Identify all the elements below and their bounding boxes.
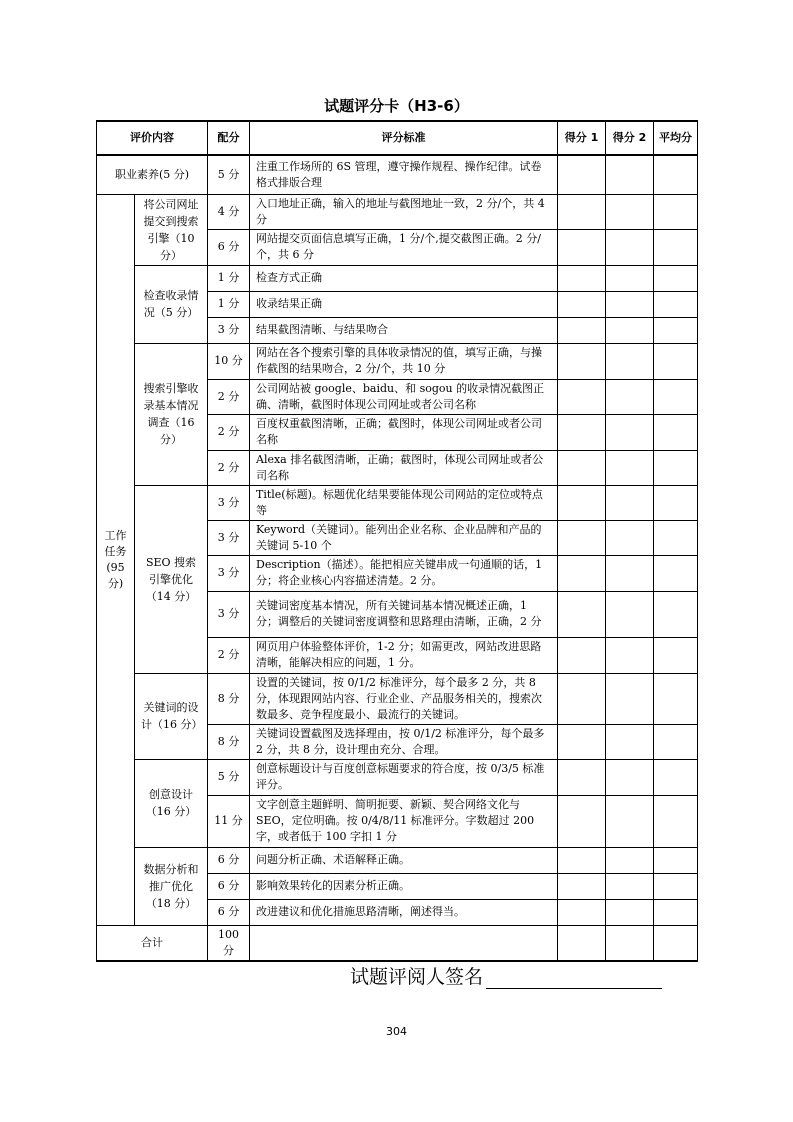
points-cell: 3 分 (208, 520, 250, 555)
total-label: 合计 (97, 925, 208, 961)
score1-cell[interactable] (558, 343, 606, 379)
criteria-row (97, 847, 698, 873)
criteria-row (97, 759, 698, 795)
criteria-cell: 关键词密度基本情况，所有关键词基本情况概述正确，1 分；调整后的关键词密度调整和思路理由清晰，正确，2 分 (250, 591, 558, 637)
score2-cell[interactable] (606, 485, 654, 520)
criteria-cell: 文字创意主题鲜明、简明扼要、新颖、契合网络文化与 SEO，定位明确。按 0/4/8/11 标准评分。字数超过 200 字，或者低于 100 字扣 1 分 (250, 795, 558, 847)
score1-cell[interactable] (558, 414, 606, 450)
score1-cell[interactable] (558, 194, 606, 230)
points-cell: 2 分 (208, 450, 250, 485)
signature-area (350, 962, 662, 989)
points-cell: 3 分 (208, 317, 250, 343)
points-cell: 6 分 (208, 847, 250, 873)
average-cell[interactable] (654, 317, 698, 343)
header-score1: 得分 1 (558, 121, 606, 155)
points-cell: 1 分 (208, 291, 250, 317)
points-cell: 3 分 (208, 591, 250, 637)
criteria-cell: 问题分析正确、术语解释正确。 (250, 847, 558, 873)
score2-cell[interactable] (606, 194, 654, 230)
average-cell[interactable] (654, 873, 698, 899)
average-cell[interactable] (654, 520, 698, 555)
criteria-cell: 创意标题设计与百度创意标题要求的符合度，按 0/3/5 标准评分。 (250, 759, 558, 795)
criteria-cell: 影响效果转化的因素分析正确。 (250, 873, 558, 899)
points-cell: 6 分 (208, 899, 250, 925)
header-points: 配分 (208, 121, 250, 155)
average-cell[interactable] (654, 485, 698, 520)
score2-cell[interactable] (606, 230, 654, 266)
section-label: 创意设计（16 分） (135, 759, 208, 847)
score2-cell[interactable] (606, 555, 654, 591)
criteria-cell: 公司网站被 google、baidu、和 sogou 的收录情况截图正确、清晰，截图时体现公司网址或者公司名称 (250, 379, 558, 414)
criteria-cell: 网站在各个搜索引擎的具体收录情况的值，填写正确，与操作截图的结果吻合，2 分/个，共 10 分 (250, 343, 558, 379)
page-title: 试题评分卡（H3-6） (324, 97, 469, 115)
criteria-cell: 网站提交页面信息填写正确，1 分/个,提交截图正确。2 分/个，共 6 分 (250, 230, 558, 266)
score1-cell[interactable] (558, 155, 606, 194)
score1-cell[interactable] (558, 637, 606, 673)
score2-cell[interactable] (606, 724, 654, 759)
points-cell: 2 分 (208, 637, 250, 673)
score-table (96, 120, 698, 962)
criteria-cell: Description（描述）。能把相应关键串成一句通顺的话，1 分；将企业核心内容描述清楚。2 分。 (250, 555, 558, 591)
section-label: 关键词的设计（16 分） (135, 673, 208, 759)
criteria-row (97, 265, 698, 291)
score2-cell[interactable] (606, 759, 654, 795)
criteria-cell: 改进建议和优化措施思路清晰，阐述得当。 (250, 899, 558, 925)
header-content: 评价内容 (97, 121, 208, 155)
points-cell: 5 分 (208, 759, 250, 795)
average-cell[interactable] (654, 555, 698, 591)
total-row (97, 925, 698, 961)
score1-cell[interactable] (558, 379, 606, 414)
total-score2-cell[interactable] (606, 925, 654, 961)
points-cell: 8 分 (208, 724, 250, 759)
header-average: 平均分 (654, 121, 698, 155)
criteria-cell: 百度权重截图清晰，正确；截图时，体现公司网址或者公司名称 (250, 414, 558, 450)
average-cell[interactable] (654, 230, 698, 266)
criteria-cell: 设置的关键词，按 0/1/2 标准评分，每个最多 2 分，共 8 分，体现跟网站内容、行业企业、产品服务相关的，搜索次数最多、竞争程度最小、最流行的关键词。 (250, 673, 558, 724)
score1-cell[interactable] (558, 795, 606, 847)
score2-cell[interactable] (606, 265, 654, 291)
criteria-cell: 检查方式正确 (250, 265, 558, 291)
points-cell: 11 分 (208, 795, 250, 847)
criteria-row (97, 194, 698, 230)
score2-cell[interactable] (606, 899, 654, 925)
total-average-cell[interactable] (654, 925, 698, 961)
average-cell[interactable] (654, 795, 698, 847)
score2-cell[interactable] (606, 414, 654, 450)
score1-cell[interactable] (558, 555, 606, 591)
average-cell[interactable] (654, 155, 698, 194)
average-cell[interactable] (654, 414, 698, 450)
average-cell[interactable] (654, 450, 698, 485)
page-number: 304 (386, 1025, 407, 1038)
score1-cell[interactable] (558, 230, 606, 266)
average-cell[interactable] (654, 379, 698, 414)
score1-cell[interactable] (558, 873, 606, 899)
section-label: 检查收录情况（5 分） (135, 265, 208, 343)
points-cell: 3 分 (208, 555, 250, 591)
score2-cell[interactable] (606, 673, 654, 724)
average-cell[interactable] (654, 265, 698, 291)
score1-cell[interactable] (558, 450, 606, 485)
average-cell[interactable] (654, 194, 698, 230)
average-cell[interactable] (654, 724, 698, 759)
criteria-cell: Keyword（关键词）。能列出企业名称、企业品牌和产品的关键词 5-10 个 (250, 520, 558, 555)
average-cell[interactable] (654, 673, 698, 724)
header-criteria: 评分标准 (250, 121, 558, 155)
section-label: SEO 搜索引擎优化（14 分） (135, 485, 208, 673)
average-cell[interactable] (654, 759, 698, 795)
criteria-cell: 注重工作场所的 6S 管理，遵守操作规程、操作纪律。试卷格式排版合理 (250, 155, 558, 194)
criteria-cell: 入口地址正确，输入的地址与截图地址一致，2 分/个，共 4 分 (250, 194, 558, 230)
points-cell: 6 分 (208, 873, 250, 899)
score1-cell[interactable] (558, 899, 606, 925)
points-cell: 2 分 (208, 414, 250, 450)
criteria-cell: 关键词设置截图及选择理由，按 0/1/2 标准评分，每个最多 2 分，共 8 分，设计理由充分、合理。 (250, 724, 558, 759)
criteria-cell: 收录结果正确 (250, 291, 558, 317)
score1-cell[interactable] (558, 591, 606, 637)
work-task-label: 工作任务(95分) (97, 194, 135, 925)
average-cell[interactable] (654, 343, 698, 379)
score2-cell[interactable] (606, 873, 654, 899)
score2-cell[interactable] (606, 520, 654, 555)
score2-cell[interactable] (606, 847, 654, 873)
score1-cell[interactable] (558, 485, 606, 520)
header-row (97, 121, 698, 155)
average-cell[interactable] (654, 291, 698, 317)
score1-cell[interactable] (558, 847, 606, 873)
score2-cell[interactable] (606, 450, 654, 485)
average-cell[interactable] (654, 637, 698, 673)
professional-row (97, 155, 698, 194)
points-cell: 8 分 (208, 673, 250, 724)
section-label: 将公司网址提交到搜索引擎（10 分） (135, 194, 208, 265)
section-label: 数据分析和推广优化（18 分） (135, 847, 208, 925)
points-cell: 1 分 (208, 265, 250, 291)
criteria-cell: 结果截图清晰、与结果吻合 (250, 317, 558, 343)
score2-cell[interactable] (606, 317, 654, 343)
criteria-cell: Title(标题)。标题优化结果要能体现公司网站的定位或特点等 (250, 485, 558, 520)
score1-cell[interactable] (558, 759, 606, 795)
criteria-cell: Alexa 排名截图清晰，正确；截图时，体现公司网址或者公司名称 (250, 450, 558, 485)
criteria-row (97, 485, 698, 520)
score2-cell[interactable] (606, 343, 654, 379)
score1-cell[interactable] (558, 673, 606, 724)
average-cell[interactable] (654, 899, 698, 925)
score2-cell[interactable] (606, 637, 654, 673)
average-cell[interactable] (654, 591, 698, 637)
score1-cell[interactable] (558, 265, 606, 291)
points-cell: 10 分 (208, 343, 250, 379)
score1-cell[interactable] (558, 291, 606, 317)
points-cell: 3 分 (208, 485, 250, 520)
points-cell: 2 分 (208, 379, 250, 414)
score2-cell[interactable] (606, 291, 654, 317)
total-score1-cell[interactable] (558, 925, 606, 961)
average-cell[interactable] (654, 847, 698, 873)
points-cell: 5 分 (208, 155, 250, 194)
signature-label: 试题评阅人签名 (350, 966, 484, 988)
criteria-cell: 网页用户体验整体评价，1-2 分；如需更改，网站改进思路清晰，能解决相应的问题，1 分。 (250, 637, 558, 673)
score2-cell[interactable] (606, 379, 654, 414)
score1-cell[interactable] (558, 520, 606, 555)
score1-cell[interactable] (558, 317, 606, 343)
signature-line[interactable] (486, 968, 662, 989)
score2-cell[interactable] (606, 795, 654, 847)
score2-cell[interactable] (606, 155, 654, 194)
points-cell: 6 分 (208, 230, 250, 266)
professional-label: 职业素养(5 分) (97, 155, 208, 194)
total-points: 100 分 (208, 925, 250, 961)
criteria-row (97, 343, 698, 379)
section-label: 搜索引擎收录基本情况调查（16 分） (135, 343, 208, 485)
points-cell: 4 分 (208, 194, 250, 230)
header-score2: 得分 2 (606, 121, 654, 155)
criteria-row (97, 673, 698, 724)
total-criteria-cell (250, 925, 558, 961)
score1-cell[interactable] (558, 724, 606, 759)
score2-cell[interactable] (606, 591, 654, 637)
